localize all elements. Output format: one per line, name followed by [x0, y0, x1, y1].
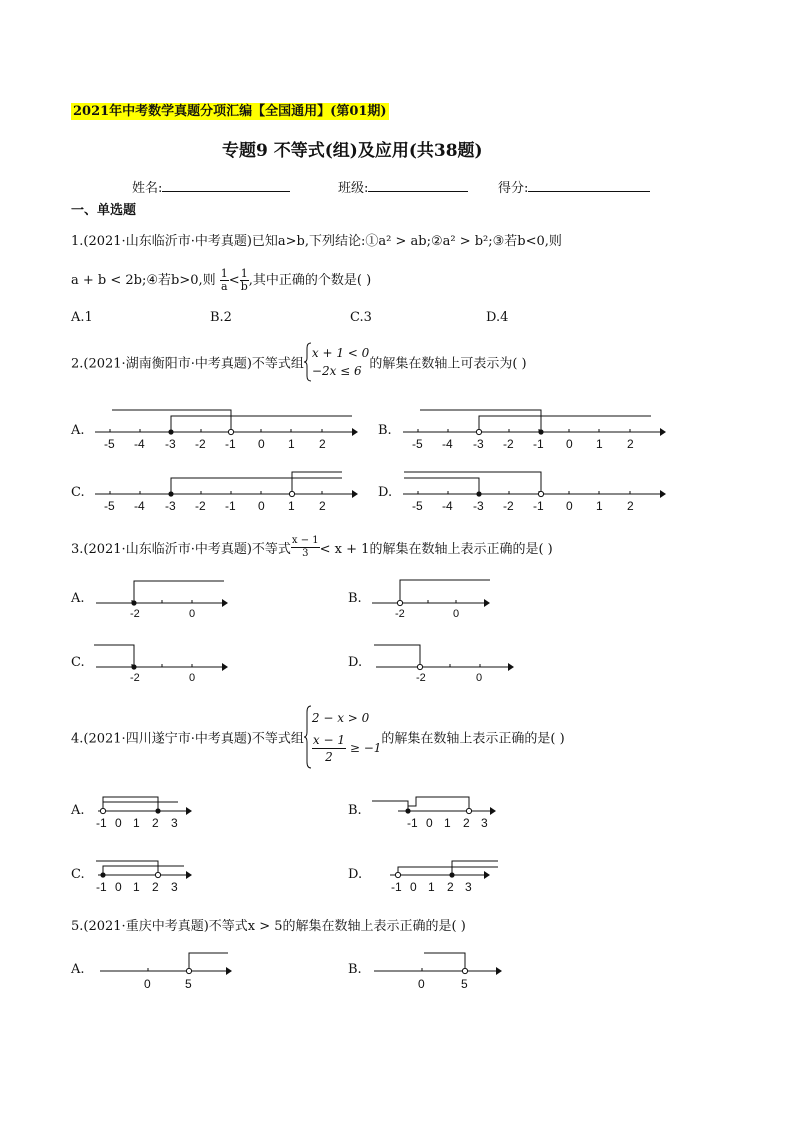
q4-fraction: $\frac{x - 1}{2}$: [312, 732, 345, 764]
svg-text:-1: -1: [391, 880, 402, 894]
svg-text:1: 1: [596, 437, 603, 450]
svg-text:-3: -3: [165, 437, 176, 450]
q1-option-d[interactable]: D.4: [486, 310, 509, 325]
q3-option-d-label[interactable]: D.: [348, 655, 363, 670]
q4-system: 2 − x > 0 $\frac{x - 1}{2}$ ≥ −1: [311, 710, 382, 764]
name-field[interactable]: [132, 177, 290, 196]
svg-text:-1: -1: [533, 437, 544, 450]
svg-text:1: 1: [444, 816, 451, 830]
q4-brace-icon: [304, 705, 312, 769]
svg-text:0: 0: [144, 977, 151, 991]
svg-text:5: 5: [185, 977, 192, 991]
q1-fraction-1b: $\frac{1}{b}$: [240, 267, 248, 293]
svg-text:0: 0: [566, 499, 573, 512]
svg-text:-5: -5: [412, 437, 423, 450]
svg-text:-1: -1: [96, 816, 107, 830]
svg-text:-1: -1: [96, 880, 107, 894]
svg-text:2: 2: [319, 499, 326, 512]
q2-option-d-label[interactable]: D.: [378, 485, 393, 500]
svg-text:-2: -2: [395, 608, 405, 620]
svg-text:2: 2: [463, 816, 470, 830]
svg-text:-5: -5: [104, 499, 115, 512]
svg-text:-3: -3: [473, 499, 484, 512]
q2-system: x + 1 < 0 −2x ≤ 6: [311, 346, 370, 378]
class-blank[interactable]: [368, 179, 468, 192]
svg-text:2: 2: [152, 880, 159, 894]
q5-option-a-label[interactable]: A.: [71, 962, 85, 977]
svg-text:0: 0: [258, 499, 265, 512]
q3-option-a-numberline[interactable]: [92, 576, 237, 620]
q4-option-b-numberline[interactable]: [370, 794, 500, 830]
q1-option-a[interactable]: A.1: [71, 310, 93, 325]
svg-text:1: 1: [596, 499, 603, 512]
page-title: 专题9 不等式(组)及应用(共38题): [222, 141, 483, 161]
q4-option-c-numberline[interactable]: [94, 858, 204, 894]
svg-text:-1: -1: [225, 437, 236, 450]
q3-option-c-numberline[interactable]: [92, 640, 237, 684]
q2-prefix: 2.(2021·湖南衡阳市·中考真题)不等式组: [71, 356, 304, 372]
q4-stem: [71, 705, 565, 769]
svg-text:-4: -4: [134, 499, 145, 512]
svg-text:-2: -2: [503, 437, 514, 450]
svg-text:0: 0: [418, 977, 425, 991]
q2-option-d-numberline[interactable]: [398, 464, 673, 512]
svg-text:-5: -5: [412, 499, 423, 512]
svg-text:-4: -4: [442, 499, 453, 512]
svg-text:2: 2: [319, 437, 326, 450]
svg-text:0: 0: [426, 816, 433, 830]
q5-option-a-numberline[interactable]: [98, 950, 238, 992]
q4-option-d-numberline[interactable]: [372, 858, 507, 894]
svg-text:-2: -2: [130, 672, 140, 684]
svg-text:-1: -1: [225, 499, 236, 512]
svg-text:1: 1: [288, 437, 295, 450]
svg-text:-2: -2: [503, 499, 514, 512]
svg-text:2: 2: [447, 880, 454, 894]
svg-text:0: 0: [258, 437, 265, 450]
svg-text:0: 0: [453, 608, 460, 620]
svg-text:2: 2: [627, 437, 634, 450]
q2-option-a-label[interactable]: A.: [71, 423, 85, 438]
score-blank[interactable]: [528, 179, 650, 192]
q1-option-c[interactable]: C.3: [350, 310, 372, 325]
q4-option-a-numberline[interactable]: [94, 794, 199, 830]
q5-option-b-label[interactable]: B.: [348, 962, 362, 977]
svg-text:-3: -3: [165, 499, 176, 512]
q2-stem: [71, 342, 527, 382]
q1-fraction-1a: $\frac{1}{a}$: [220, 267, 228, 293]
svg-text:1: 1: [133, 816, 140, 830]
svg-text:-4: -4: [442, 437, 453, 450]
section-heading: 一、单选题: [71, 203, 137, 218]
q4-option-a-label[interactable]: A.: [71, 803, 85, 818]
banner-text: 2021年中考数学真题分项汇编【全国通用】(第01期): [73, 104, 387, 119]
svg-text:-4: -4: [134, 437, 145, 450]
svg-text:-1: -1: [533, 499, 544, 512]
q4-option-b-label[interactable]: B.: [348, 803, 362, 818]
banner: [71, 100, 389, 119]
q1-line2-text: a + b < 2b;④若b>0,则: [71, 273, 216, 288]
svg-text:-2: -2: [195, 437, 206, 450]
q1-line2-tail: ,其中正确的个数是( ): [248, 273, 372, 288]
svg-text:0: 0: [115, 880, 122, 894]
q2-brace-icon: [304, 342, 312, 382]
q2-option-c-label[interactable]: C.: [71, 485, 85, 500]
svg-text:0: 0: [189, 672, 196, 684]
q3-fraction: $\frac{x - 1}{3}$: [291, 535, 319, 559]
svg-text:3: 3: [481, 816, 488, 830]
svg-text:1: 1: [288, 499, 295, 512]
q5-option-b-numberline[interactable]: [372, 950, 507, 992]
svg-text:0: 0: [189, 608, 196, 620]
q1-less-than: <: [228, 273, 240, 288]
q3-option-c-label[interactable]: C.: [71, 655, 85, 670]
q2-option-a-numberline[interactable]: [90, 402, 365, 450]
svg-text:2: 2: [627, 499, 634, 512]
q2-suffix: 的解集在数轴上可表示为( ): [369, 356, 527, 372]
svg-text:-2: -2: [195, 499, 206, 512]
class-label: 班级:: [338, 181, 369, 196]
q3-option-a-label[interactable]: A.: [71, 591, 85, 606]
q1-option-b[interactable]: B.2: [210, 310, 232, 325]
q3-suffix: < x + 1的解集在数轴上表示正确的是( ): [319, 542, 553, 557]
q3-option-d-numberline[interactable]: [372, 640, 522, 684]
svg-text:3: 3: [171, 880, 178, 894]
q2-option-c-numberline[interactable]: [90, 464, 365, 512]
svg-text:-1: -1: [407, 816, 418, 830]
q2-option-b-label[interactable]: B.: [378, 423, 392, 438]
svg-text:3: 3: [465, 880, 472, 894]
svg-text:1: 1: [428, 880, 435, 894]
q3-option-b-numberline[interactable]: [368, 576, 513, 620]
q4-option-d-label[interactable]: D.: [348, 867, 363, 882]
q2-option-b-numberline[interactable]: [398, 402, 673, 450]
svg-text:5: 5: [461, 977, 468, 991]
svg-text:-2: -2: [130, 608, 140, 620]
svg-text:-2: -2: [416, 672, 426, 684]
q3-stem: [71, 535, 553, 560]
q4-suffix: 的解集在数轴上表示正确的是( ): [381, 731, 565, 747]
class-field[interactable]: [338, 177, 468, 196]
score-field[interactable]: [498, 177, 650, 196]
q4-option-c-label[interactable]: C.: [71, 867, 85, 882]
q1-line1: 1.(2021·山东临沂市·中考真题)已知a>b,下列结论:①a² > ab;②a² > b²;③若b<0,则: [71, 234, 562, 249]
svg-text:0: 0: [410, 880, 417, 894]
q4-prefix: 4.(2021·四川遂宁市·中考真题)不等式组: [71, 731, 304, 747]
score-label: 得分:: [498, 181, 529, 196]
name-label: 姓名:: [132, 181, 163, 196]
q1-line2: [71, 268, 371, 293]
svg-text:-5: -5: [104, 437, 115, 450]
svg-text:2: 2: [152, 816, 159, 830]
svg-text:1: 1: [133, 880, 140, 894]
svg-text:3: 3: [171, 816, 178, 830]
svg-text:0: 0: [566, 437, 573, 450]
q3-prefix: 3.(2021·山东临沂市·中考真题)不等式: [71, 542, 291, 557]
svg-text:0: 0: [476, 672, 483, 684]
q3-option-b-label[interactable]: B.: [348, 591, 362, 606]
name-blank[interactable]: [162, 179, 290, 192]
svg-text:0: 0: [115, 816, 122, 830]
svg-text:-3: -3: [473, 437, 484, 450]
q5-stem: 5.(2021·重庆中考真题)不等式x > 5的解集在数轴上表示正确的是( ): [71, 919, 466, 934]
